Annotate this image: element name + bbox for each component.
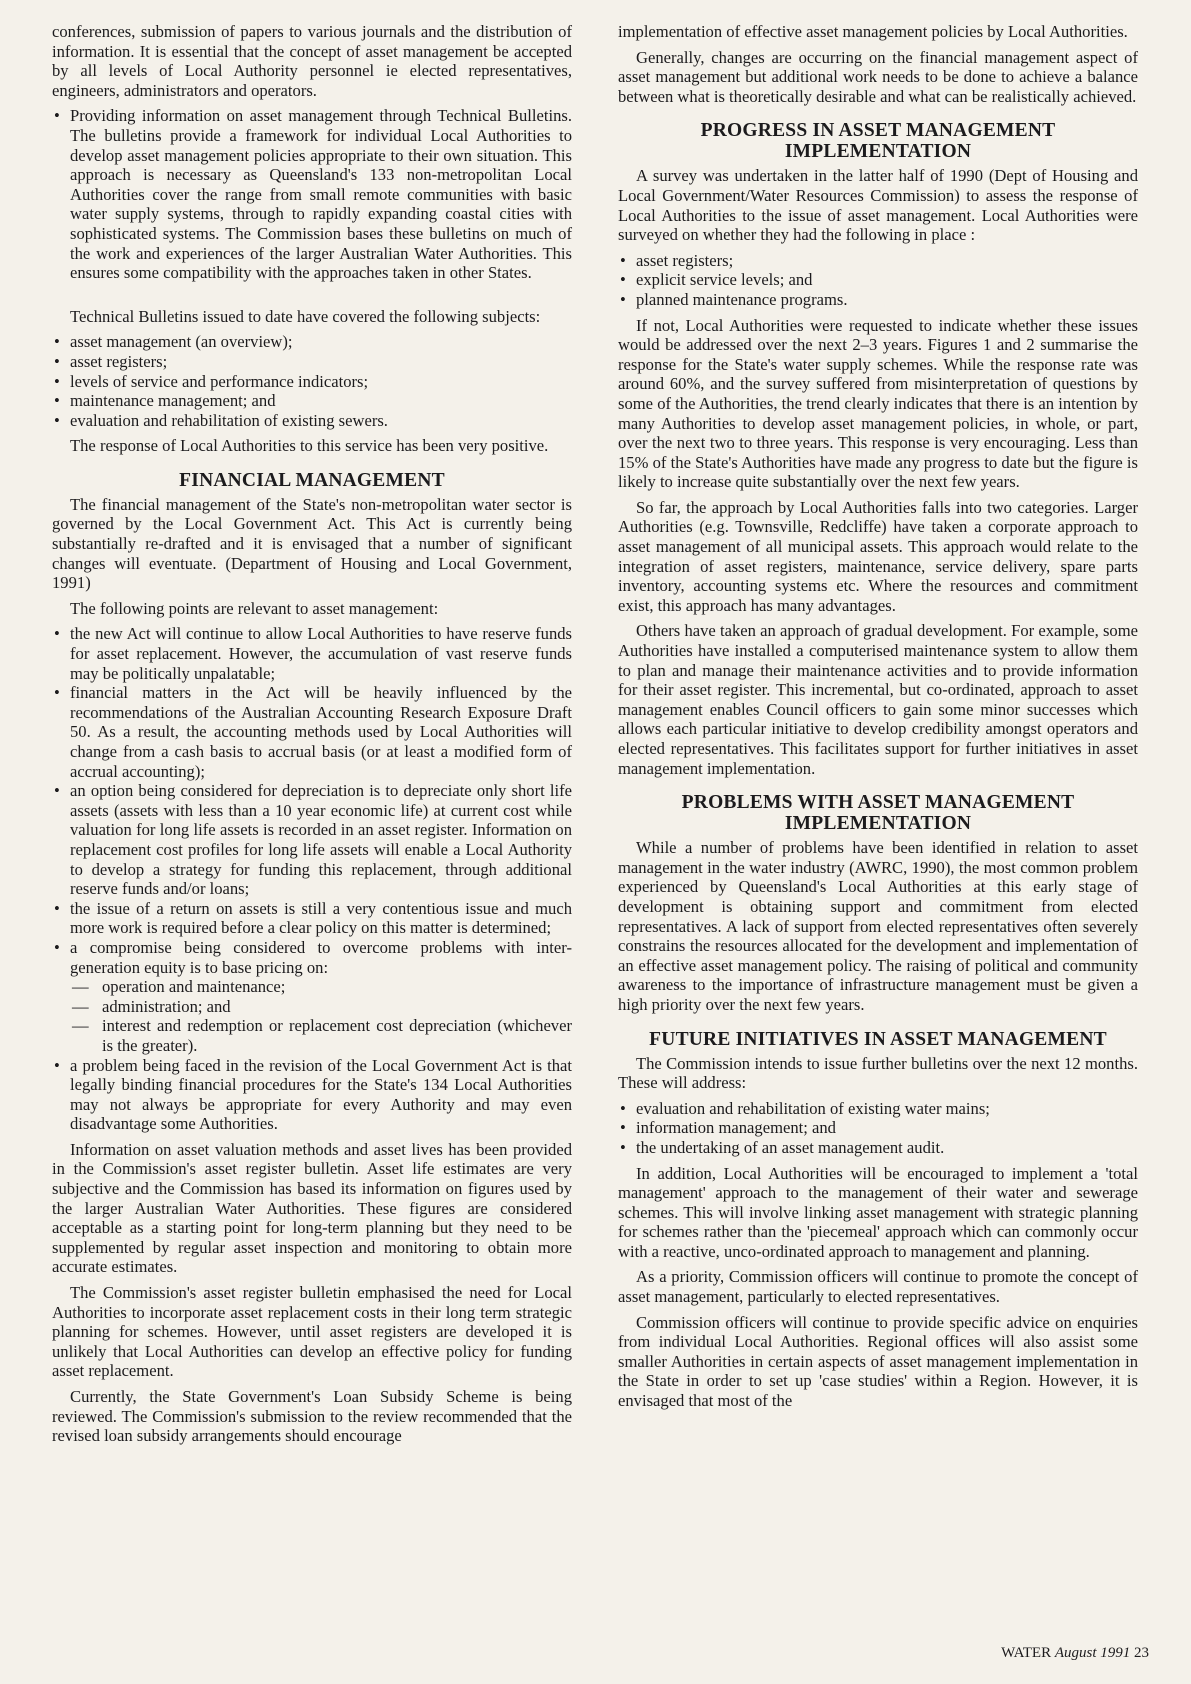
- bullet-list: [52, 106, 572, 282]
- list-item: • asset registers;: [52, 352, 572, 372]
- future-list: [618, 1099, 1138, 1158]
- paragraph: Currently, the State Government's Loan Subsidy Scheme is being reviewed. The Commission's submission to the review recommended that the revised loan subsidy arrangements should encourage: [52, 1387, 572, 1446]
- section-heading: PROGRESS IN ASSET MANAGEMENT IMPLEMENTATION: [700, 120, 1056, 163]
- list-item: • the undertaking of an asset management audit.: [618, 1138, 1138, 1158]
- paragraph: The response of Local Authorities to this service has been very positive.: [70, 436, 549, 456]
- paragraph: In addition, Local Authorities will be encouraged to implement a 'total management' approach to the management of their water and sewerage schemes. This will involve linking asset management with strategic planning for schemes rather than the 'piecemeal' approach which can commonly occur with a reactive, unco-ordinated approach to management and planning.: [618, 1163, 1138, 1261]
- list-item: • evaluation and rehabilitation of existing water mains;: [618, 1099, 1138, 1119]
- survey-list: [618, 251, 1138, 310]
- list-item: • the issue of a return on assets is still a very contentious issue and much more work is required before a clear policy on this matter is determined;: [52, 899, 572, 938]
- list-item: • Providing information on asset management through Technical Bulletins. The bulletins provide a framework for individual Local Authorities to develop asset management policies appropriate to their own situation. This approach is necessary as Queensland's 133 non-metropolitan Local Authorities cover the range from small remote communities with basic water supply systems, through to rapidly expanding coastal cities with sophisticated systems. The Commission bases these bulletins on much of the work and experiences of the larger Australian Water Authorities. This ensures some compatibility with the approaches taken in other States.: [52, 106, 572, 282]
- list-item: • maintenance management; and: [52, 391, 572, 411]
- list-item: — administration; and: [70, 997, 572, 1017]
- list-item: • planned maintenance programs.: [618, 290, 1138, 310]
- list-item: • an option being considered for depreciation is to depreciate only short life assets (assets with less than a 10 year economic life) at current cost while valuation for long life assets is recorded in an asset register. Information on replacement cost profiles for long life assets will enable a Local Authority to develop a strategy for funding this replacement, through additional reserve funds and/or loans;: [52, 781, 572, 899]
- paragraph: If not, Local Authorities were requested to indicate whether these issues would be addressed over the next 2–3 years. Figures 1 and 2 summarise the response for the State's water supply schemes. While the response rate was around 60%, and the survey suffered from misinterpretation of questions by some of the Authorities, the trend clearly indicates that there is an intention by many Authorities to develop asset management policies, in whole, or part, over the next two to three years. This response is very encouraging. Less than 15% of the State's Authorities have made any progress to date but the figure is likely to increase quite substantially over the next few years.: [618, 315, 1138, 492]
- list-item: [52, 938, 572, 1056]
- list-item: — interest and redemption or replacement cost depreciation (whichever is the greater).: [70, 1016, 572, 1055]
- paragraph: implementation of effective asset management policies by Local Authorities.: [618, 22, 1128, 41]
- paragraph: The Commission's asset register bulletin emphasised the need for Local Authorities to incorporate asset replacement costs in their long term strategic planning for schemes. However, until asset registers are developed it is unlikely that Local Authorities can develop an effective policy for funding asset replacement.: [52, 1283, 572, 1381]
- subjects-list: [52, 332, 572, 430]
- right-column: [618, 22, 1138, 1417]
- paragraph: Commission officers will continue to provide specific advice on enquiries from individual Local Authorities. Regional offices will also assist some smaller Authorities in certain aspects of asset management implementation in the State in order to set up 'case studies' within a Region. However, it is envisaged that most of the: [618, 1312, 1138, 1411]
- paragraph: Technical Bulletins issued to date have covered the following subjects:: [70, 306, 541, 326]
- list-item: • a problem being faced in the revision of the Local Government Act is that legally binding financial procedures for the State's 134 Local Authorities may not always be appropriate for every Authority and may even disadvantage some Authorities.: [52, 1056, 572, 1134]
- list-item: • levels of service and performance indicators;: [52, 372, 572, 392]
- list-item: • information management; and: [618, 1118, 1138, 1138]
- list-item: • the new Act will continue to allow Local Authorities to have reserve funds for asset replacement. However, the accumulation of vast reserve funds may be politically unpalatable;: [52, 624, 572, 683]
- paragraph: As a priority, Commission officers will continue to promote the concept of asset management, particularly to elected representatives.: [618, 1267, 1138, 1307]
- paragraph: The Commission intends to issue further bulletins over the next 12 months. These will address:: [618, 1053, 1138, 1093]
- section-heading: FINANCIAL MANAGEMENT: [179, 469, 445, 491]
- list-item: • evaluation and rehabilitation of existing sewers.: [52, 411, 572, 431]
- list-item: • explicit service levels; and: [618, 270, 1138, 290]
- list-item: • asset registers;: [618, 251, 1138, 271]
- paragraph: conferences, submission of papers to various journals and the distribution of information. It is essential that the concept of asset management be accepted by all levels of Local Authority personnel ie elected representatives, engineers, administrators and operators.: [52, 22, 572, 100]
- section-heading: PROBLEMS WITH ASSET MANAGEMENT IMPLEMENTATION: [681, 792, 1075, 835]
- page-number: 23: [1134, 1645, 1149, 1661]
- paragraph: While a number of problems have been identified in relation to asset management in the water industry (AWRC, 1990), the most common problem experienced by Queensland's Local Authorities at this early stage of development is obtaining support and commitment from elected representatives. A lack of support from elected representatives often severely constrains the resources allocated for the development and implementation of an effective asset management policy. The raising of political and community awareness to the importance of infrastructure management must be given a high priority over the next few years.: [618, 838, 1138, 1014]
- list-item-text: a compromise being considered to overcome problems with inter-generation equity is to base pricing on:: [70, 937, 572, 977]
- left-column: [52, 22, 572, 1452]
- journal-name: WATER: [1001, 1645, 1052, 1661]
- paragraph: The following points are relevant to asset management:: [70, 598, 439, 618]
- paragraph: A survey was undertaken in the latter half of 1990 (Dept of Housing and Local Government/Water Resources Commission) to assess the response of Local Authorities to the issue of asset management. Local Authorities were surveyed on whether they had the following in place :: [618, 166, 1138, 245]
- list-item: — operation and maintenance;: [70, 977, 572, 997]
- list-item: • financial matters in the Act will be heavily influenced by the recommendations of the Australian Accounting Research Exposure Draft 50. As a result, the accounting methods used by Local Authorities will change from a cash basis to accrual basis (or at least a modified form of accrual accounting);: [52, 683, 572, 781]
- paragraph: The financial management of the State's non-metropolitan water sector is governed by the Local Government Act. This Act is currently being substantially re-drafted and it is envisaged that a number of significant changes will eventuate. (Department of Housing and Local Government, 1991): [52, 494, 572, 593]
- section-heading: FUTURE INITIATIVES IN ASSET MANAGEMENT: [649, 1028, 1107, 1050]
- paragraph: Others have taken an approach of gradual development. For example, some Authorities have installed a computerised maintenance system to allow them to plan and manage their maintenance activities and to provide information for their asset register. This incremental, but co-ordinated, approach to asset management enables Council officers to gain some minor successes which allows each particular initiative to develop credibility amongst operators and elected representatives. This facilitates support for further initiatives in asset management implementation.: [618, 621, 1138, 778]
- page-footer: [1001, 1645, 1149, 1662]
- paragraph: Information on asset valuation methods and asset lives has been provided in the Commission's asset register bulletin. Asset life estimates are very subjective and the Commission has based its information on figures used by the larger Australian Water Authorities. These figures are considered acceptable as a starting point for long-term planning but they need to be supplemented by regular asset inspection and monitoring to obtain more accurate estimates.: [52, 1139, 572, 1277]
- list-item: • asset management (an overview);: [52, 332, 572, 352]
- financial-points-list: [52, 624, 572, 1133]
- paragraph: So far, the approach by Local Authorities falls into two categories. Larger Authorities (e.g. Townsville, Redcliffe) have taken a corporate approach to asset management of all municipal assets. This approach would relate to the integration of asset registers, maintenance, service delivery, spare parts inventory, accounting systems etc. Where the resources and commitment exist, this approach has many advantages.: [618, 497, 1138, 615]
- issue-date: August 1991: [1054, 1645, 1131, 1661]
- paragraph: Generally, changes are occurring on the financial management aspect of asset management but additional work needs to be done to achieve a balance between what is theoretically desirable and what can be realistically achieved.: [618, 47, 1138, 106]
- pricing-list: [70, 977, 572, 1055]
